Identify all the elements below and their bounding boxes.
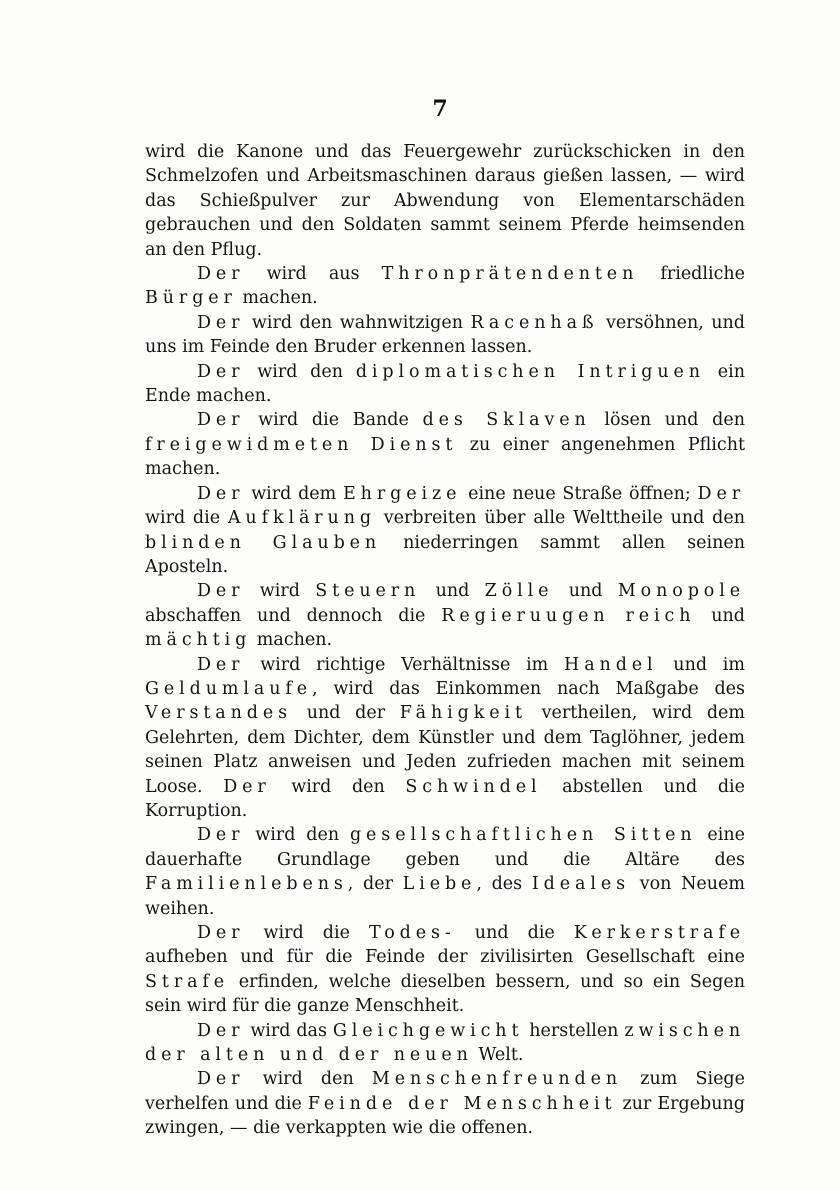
- text-run: Welt.: [472, 1045, 524, 1066]
- spaced-emphasis-text: Der: [197, 264, 245, 285]
- text-run: und die: [455, 923, 574, 943]
- text-run: wird die Kanone und das Feuergewehr zurückschicken in den Schmelzofen und Arbeitsmaschinen daraus gießen lassen, — wird das Schießpulver zur Abwendung von Elementarschäden gebrauchen und den Soldaten sammt seinem Pferde heimsenden an den Pflug.: [145, 142, 745, 260]
- text-run: wird den wahnwitzigen: [244, 312, 471, 333]
- spaced-emphasis-text: Der: [697, 483, 745, 504]
- spaced-emphasis-text: Bürger: [145, 288, 237, 309]
- paragraph: [145, 579, 745, 652]
- text-run: aufheben und für die Feinde der zivilisirten Gesellschaft eine: [145, 947, 745, 968]
- spaced-emphasis-text: Liebe: [402, 874, 477, 895]
- spaced-emphasis-text: Kerkerstrafe: [573, 923, 745, 943]
- spaced-emphasis-text: Todes-: [369, 923, 456, 943]
- spaced-emphasis-text: diplomatischen Intriguen: [355, 361, 705, 382]
- paragraph: [145, 262, 745, 311]
- text-run: , der: [347, 874, 403, 895]
- text-run: und: [695, 605, 745, 626]
- spaced-emphasis-text: Der: [197, 825, 245, 846]
- spaced-emphasis-text: Der: [197, 654, 245, 675]
- spaced-emphasis-text: Der: [223, 776, 271, 797]
- text-run: [610, 606, 626, 626]
- text-run: abstellen und die Korruption.: [145, 776, 745, 821]
- spaced-emphasis-text: Verstandes: [145, 703, 293, 724]
- paragraph: [145, 311, 745, 360]
- text-run: wird die: [145, 508, 228, 529]
- spaced-emphasis-text: Der: [197, 312, 245, 333]
- text-run: wird aus: [244, 264, 382, 285]
- spaced-emphasis-text: Der: [197, 410, 245, 431]
- spaced-emphasis-text: Familienlebens: [145, 874, 348, 895]
- text-run: verbreiten über alle Welttheile und den: [376, 508, 745, 529]
- paragraph: [145, 408, 745, 481]
- text-run: abschaffen und dennoch die: [145, 605, 442, 626]
- text-run: herstellen: [523, 1020, 625, 1041]
- spaced-emphasis-text: Monopole: [617, 581, 745, 602]
- spaced-emphasis-text: reich: [625, 605, 696, 626]
- spaced-emphasis-text: Geldumlaufe: [145, 678, 313, 699]
- spaced-emphasis-text: Der: [197, 361, 245, 382]
- text-run: , des: [476, 874, 532, 895]
- text-run: machen.: [236, 288, 318, 309]
- text-run: erfinden, welche dieselben bessern, und so ein Segen sein wird für die ganze Menschheit.: [145, 971, 745, 1017]
- text-run: zu einer angenehmen Pflicht machen.: [145, 434, 745, 480]
- spaced-emphasis-text: freigewidmeten Dienst: [145, 434, 458, 455]
- paragraph: [145, 482, 745, 580]
- text-run: und der: [292, 703, 400, 724]
- spaced-emphasis-text: Der: [197, 923, 245, 943]
- spaced-emphasis-text: Menschenfreunden: [371, 1069, 623, 1090]
- text-run: wird den: [244, 1069, 372, 1090]
- spaced-emphasis-text: Feinde der Menschheit: [307, 1093, 617, 1114]
- spaced-emphasis-text: blinden Glauben: [145, 532, 382, 553]
- text-run: wird das: [244, 1020, 333, 1041]
- text-run: und: [553, 581, 618, 602]
- page-number: 7: [432, 96, 448, 122]
- text-run: eine dauerhafte Grundlage geben und die Altäre des: [145, 825, 745, 870]
- spaced-emphasis-text: Regieruugen: [441, 605, 610, 626]
- spaced-emphasis-text: Der: [197, 581, 245, 602]
- paragraph: [145, 140, 745, 262]
- text-run: wird den: [244, 361, 356, 382]
- spaced-emphasis-text: Der: [197, 483, 245, 504]
- text-run: machen.: [251, 630, 333, 651]
- spaced-emphasis-text: Strafe: [145, 971, 230, 992]
- text-run: eine neue Straße öffnen;: [461, 483, 698, 504]
- text-run: zur Ergebung zwingen, — die verkappten wie die offenen.: [145, 1093, 745, 1139]
- spaced-emphasis-text: Steuern: [315, 581, 421, 602]
- paragraph: [145, 823, 745, 921]
- paragraph: [145, 921, 745, 1019]
- spaced-emphasis-text: mächtig: [145, 630, 252, 651]
- spaced-emphasis-text: Ehrgeize: [343, 483, 462, 504]
- text-run: wird den: [244, 825, 350, 846]
- spaced-emphasis-text: Der: [197, 1020, 245, 1041]
- spaced-emphasis-text: Der: [197, 1069, 245, 1090]
- spaced-emphasis-text: Aufklärung: [227, 508, 376, 529]
- spaced-emphasis-text: Gleichgewicht: [332, 1020, 524, 1041]
- text-run: wird dem: [244, 483, 343, 504]
- text-run: wird die Bande: [244, 410, 423, 431]
- paragraph: [145, 653, 745, 824]
- text-run: ein Ende machen.: [145, 361, 745, 407]
- text-run: friedliche: [638, 264, 745, 285]
- text-run: versöhnen, und uns im Feinde den Bruder erkennen lassen.: [145, 312, 746, 358]
- spaced-emphasis-text: Racenhaß: [470, 312, 599, 333]
- spaced-emphasis-text: zwischen der alten und der neuen: [145, 1020, 746, 1066]
- text-run: wird den: [270, 776, 406, 797]
- paragraph: [145, 1019, 745, 1068]
- text-run: und im: [657, 654, 745, 675]
- paragraph: [145, 360, 745, 409]
- spaced-emphasis-text: Fähigkeit: [399, 703, 527, 724]
- text-run: , wird das Einkommen nach Maßgabe des: [312, 678, 745, 699]
- spaced-emphasis-text: Zölle: [484, 581, 554, 602]
- text-run: niederringen sammt allen seinen Aposteln.: [145, 532, 746, 577]
- text-run: wird: [244, 581, 316, 602]
- text-run: lösen und den: [590, 410, 745, 431]
- spaced-emphasis-text: gesellschaftlichen Sitten: [349, 825, 697, 846]
- text-run: wird richtige Verhältnisse im: [244, 654, 565, 675]
- text-run: und: [420, 581, 485, 602]
- text-run: zum Siege verhelfen und die: [145, 1069, 745, 1114]
- text-run: von Neuem weihen.: [145, 874, 745, 919]
- text-run: wird die: [244, 923, 370, 943]
- paragraph: [145, 1067, 745, 1140]
- body-text: [145, 140, 745, 1141]
- spaced-emphasis-text: Thronprätendenten: [381, 264, 639, 285]
- spaced-emphasis-text: Handel: [564, 654, 658, 675]
- spaced-emphasis-text: des Sklaven: [422, 410, 591, 431]
- spaced-emphasis-text: Ideales: [531, 874, 630, 895]
- spaced-emphasis-text: Schwindel: [405, 776, 542, 797]
- text-run: vertheilen, wird dem Gelehrten, dem Dichter, dem Künstler und dem Taglöhner, jedem seinen Platz anweisen und Jeden zufrieden machen mit seinem Loose.: [145, 703, 746, 797]
